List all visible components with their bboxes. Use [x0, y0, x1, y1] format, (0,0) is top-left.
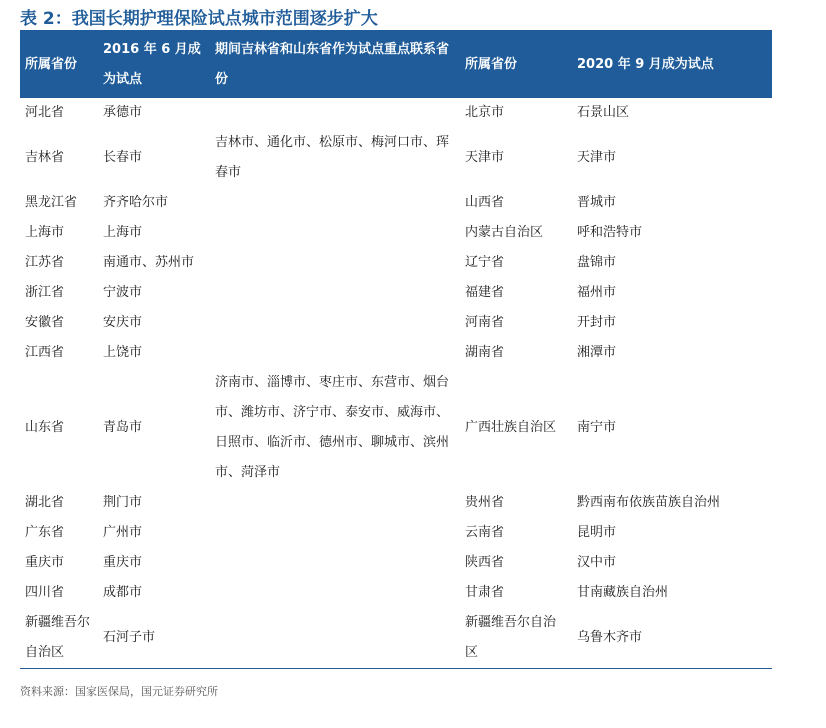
cell-province-a: 重庆市 [25, 555, 65, 570]
cell-pilot-2020: 南宁市 [577, 420, 617, 435]
header-pilot-2016: 2016 年 6 月成为试点 [98, 32, 210, 98]
cell-jilin-shandong [210, 218, 460, 248]
cell-province-a: 山东省 [25, 420, 65, 435]
cell-pilot-2016: 重庆市 [103, 555, 143, 570]
cell-province-b: 广西壮族自治区 [465, 420, 557, 435]
cell-pilot-2020: 湘潭市 [577, 345, 617, 360]
cell-jilin-shandong [210, 248, 460, 278]
cell-pilot-2020: 盘锦市 [577, 255, 617, 270]
cell-jilin-shandong [210, 518, 460, 548]
cell-pilot-2016: 成都市 [103, 585, 143, 600]
cell-province-b: 北京市 [465, 105, 505, 120]
cell-province-a: 四川省 [25, 585, 65, 600]
table-row [20, 608, 772, 669]
cell-pilot-2016: 广州市 [103, 525, 143, 540]
cell-jilin-shandong [210, 578, 460, 608]
table-title: 表 2：我国长期护理保险试点城市范围逐步扩大 [20, 9, 378, 29]
cell-province-b: 福建省 [465, 285, 505, 300]
cell-pilot-2020: 天津市 [577, 150, 617, 165]
cell-jilin-shandong [210, 488, 460, 518]
cell-province-b: 天津市 [465, 150, 505, 165]
cell-province-b: 河南省 [465, 315, 505, 330]
cell-pilot-2020: 黔西南布依族苗族自治州 [577, 495, 721, 510]
table-row [20, 248, 772, 278]
cell-pilot-2020: 甘南藏族自治州 [577, 585, 669, 600]
cell-pilot-2020: 石景山区 [577, 105, 630, 120]
cell-pilot-2016: 荆门市 [103, 495, 143, 510]
cell-pilot-2016: 宁波市 [103, 285, 143, 300]
cell-jilin-shandong [210, 98, 460, 128]
cell-pilot-2020: 昆明市 [577, 525, 617, 540]
cell-province-a: 吉林省 [25, 150, 65, 165]
cell-pilot-2016: 上海市 [103, 225, 143, 240]
header-jilin-shandong: 期间吉林省和山东省作为试点重点联系省份 [210, 32, 460, 98]
table-row [20, 368, 772, 488]
cell-pilot-2016: 承德市 [103, 105, 143, 120]
cell-pilot-2016: 石河子市 [98, 608, 210, 669]
cell-province-a: 浙江省 [25, 285, 65, 300]
cell-pilot-2016: 齐齐哈尔市 [103, 195, 169, 210]
header-province-a: 所属省份 [20, 32, 98, 98]
cell-pilot-2020: 晋城市 [577, 195, 617, 210]
cell-pilot-2020: 呼和浩特市 [577, 225, 643, 240]
pilot-cities-table [20, 32, 772, 669]
cell-province-a: 上海市 [25, 225, 65, 240]
cell-province-a: 河北省 [25, 105, 65, 120]
cell-province-a: 江苏省 [25, 255, 65, 270]
cell-pilot-2016: 长春市 [103, 150, 143, 165]
cell-jilin-shandong [210, 548, 460, 578]
header-province-b: 所属省份 [460, 32, 572, 98]
cell-pilot-2016: 上饶市 [103, 345, 143, 360]
cell-province-b: 云南省 [465, 525, 505, 540]
cell-province-b: 湖南省 [465, 345, 505, 360]
cell-jilin-shandong [210, 308, 460, 338]
table-row [20, 278, 772, 308]
cell-province-b: 辽宁省 [465, 255, 505, 270]
cell-province-b: 山西省 [465, 195, 505, 210]
cell-province-a: 安徽省 [25, 315, 65, 330]
source-note: 资料来源：国家医保局，国元证券研究所 [20, 685, 218, 698]
cell-province-a: 黑龙江省 [25, 195, 78, 210]
cell-jilin-shandong [210, 608, 460, 669]
header-pilot-2020: 2020 年 9 月成为试点 [572, 32, 772, 98]
cell-jilin-shandong: 济南市、淄博市、枣庄市、东营市、烟台市、潍坊市、济宁市、泰安市、威海市、日照市、临沂市、德州市、聊城市、滨州市、菏泽市 [215, 375, 450, 480]
table-row [20, 518, 772, 548]
cell-province-b: 内蒙古自治区 [465, 225, 544, 240]
table-row [20, 338, 772, 368]
cell-pilot-2016: 安庆市 [103, 315, 143, 330]
cell-province-a: 湖北省 [25, 495, 65, 510]
cell-province-b: 陕西省 [465, 555, 505, 570]
table-row [20, 488, 772, 518]
cell-province-a: 广东省 [25, 525, 65, 540]
table-row [20, 98, 772, 128]
cell-pilot-2016: 南通市、苏州市 [103, 255, 195, 270]
cell-jilin-shandong [210, 278, 460, 308]
cell-pilot-2020: 开封市 [577, 315, 617, 330]
cell-jilin-shandong: 吉林市、通化市、松原市、梅河口市、珲春市 [215, 135, 450, 180]
cell-pilot-2016: 青岛市 [103, 420, 143, 435]
table-row [20, 128, 772, 188]
cell-pilot-2020: 乌鲁木齐市 [572, 608, 772, 669]
cell-jilin-shandong [210, 338, 460, 368]
cell-province-b: 贵州省 [465, 495, 505, 510]
header-row [20, 32, 772, 98]
table-row [20, 308, 772, 338]
cell-province-b: 甘肃省 [465, 585, 505, 600]
cell-pilot-2020: 汉中市 [577, 555, 617, 570]
cell-province-a: 新疆维吾尔自治区 [20, 608, 98, 669]
table-row [20, 188, 772, 218]
table-row [20, 578, 772, 608]
cell-jilin-shandong [210, 188, 460, 218]
cell-province-a: 江西省 [25, 345, 65, 360]
cell-province-b: 新疆维吾尔自治区 [460, 608, 572, 669]
table-row [20, 218, 772, 248]
cell-pilot-2020: 福州市 [577, 285, 617, 300]
table-row [20, 548, 772, 578]
